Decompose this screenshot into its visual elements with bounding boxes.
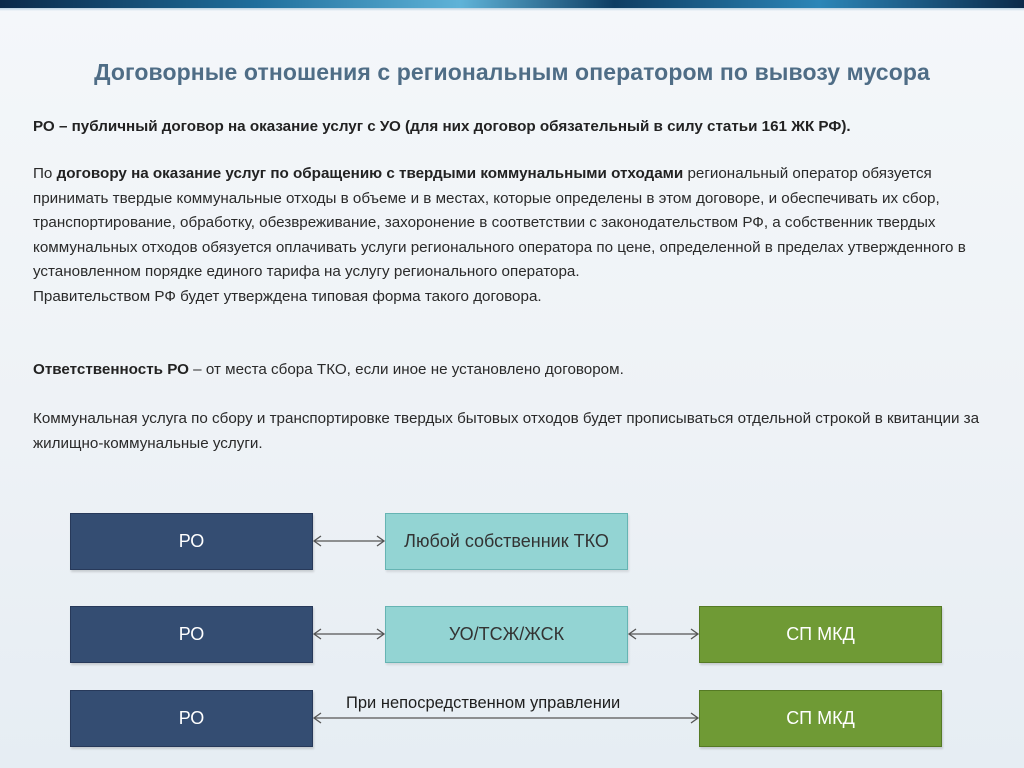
direct-management-label: При непосредственном управлении (346, 694, 621, 712)
ro-box-row1: РО (70, 513, 313, 570)
slide-title: Договорные отношения с региональным оператором по вывозу мусора (94, 59, 930, 85)
public-contract-text: РО – публичный договор на оказание услуг с УО (для них договор обязательный в силу статьи 161 ЖК РФ). (33, 118, 851, 135)
double-arrow-row1 (312, 531, 386, 551)
header-decoration-strip (0, 0, 1024, 8)
double-arrow-row3 (312, 708, 700, 728)
ro-box-row3: РО (70, 690, 313, 747)
management-org-box: УО/ТСЖ/ЖСК (385, 606, 628, 663)
service-contract-intro: По (33, 165, 57, 182)
owners-meeting-box-row3: СП МКД (699, 690, 942, 747)
double-arrow-row2-right (627, 624, 700, 644)
owners-meeting-box-row2: СП МКД (699, 606, 942, 663)
service-contract-bold: договору на оказание услуг по обращению с твердыми коммунальными отходами (56, 165, 684, 182)
service-contract-text: региональный оператор обязуется принимать твердые коммунальные отходы в объеме и в местах, которые определены в этом договоре, и обеспечивать их сбор, транспортирование, обработку, обезвреживание, захоронение в соответствии с законодательством РФ, а собственник твердых коммунальных отходов обязуется оплачивать услуги регионального оператора по цене, определенной в пределах утвержденного в установленном порядке единого тарифа на услугу регионального оператора. (33, 165, 966, 280)
double-arrow-row2-left (312, 624, 386, 644)
paragraph-public-contract (33, 115, 995, 140)
paragraph-utility-billing: Коммунальная услуга по сбору и транспортировке твердых бытовых отходов будет прописываться отдельной строкой в квитанции за жилищно-коммунальные услуги. (33, 410, 980, 452)
responsibility-bold: Ответственность РО (33, 361, 189, 378)
paragraph-responsibility (33, 358, 995, 383)
paragraph-service-contract (33, 162, 995, 309)
responsibility-text: – от места сбора ТКО, если иное не установлено договором. (188, 361, 624, 378)
any-waste-owner-box: Любой собственник ТКО (385, 513, 628, 570)
standard-form-text: Правительством РФ будет утверждена типовая форма такого договора. (33, 287, 542, 305)
ro-box-row2: РО (70, 606, 313, 663)
